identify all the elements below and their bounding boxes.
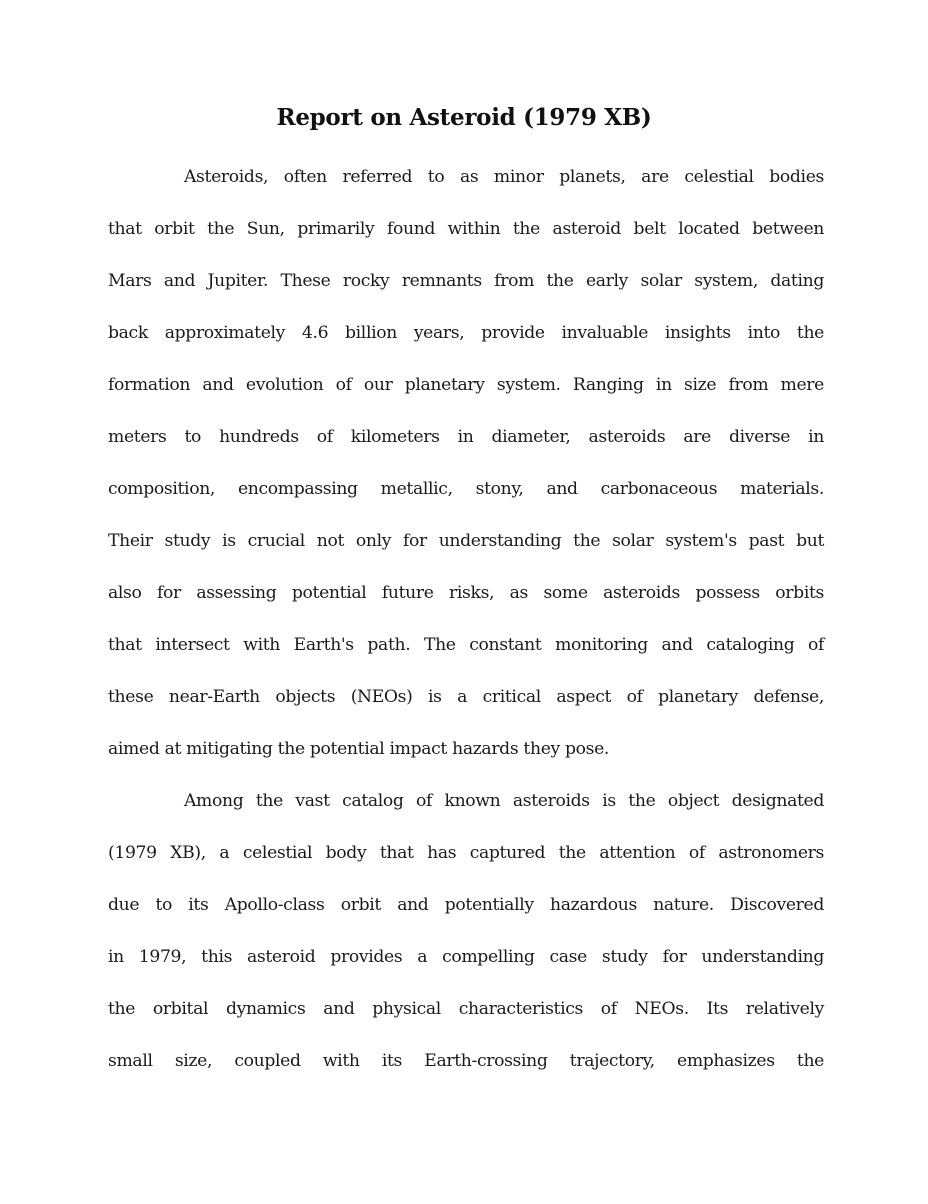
paragraph-line: back approximately 4.6 billion years, provide invaluable insights into the xyxy=(108,323,824,343)
paragraph-line: that intersect with Earth's path. The constant monitoring and cataloging of xyxy=(108,635,824,655)
paragraph-line: also for assessing potential future risks, as some asteroids possess orbits xyxy=(108,583,824,603)
paragraph-line: due to its Apollo-class orbit and potentially hazardous nature. Discovered xyxy=(108,895,824,915)
paragraph-line: (1979 XB), a celestial body that has captured the attention of astronomers xyxy=(108,843,824,863)
paragraph-line: meters to hundreds of kilometers in diameter, asteroids are diverse in xyxy=(108,427,824,447)
paragraph-line: that orbit the Sun, primarily found within the asteroid belt located between xyxy=(108,219,824,239)
document-title: Report on Asteroid (1979 XB) xyxy=(276,104,652,131)
document-body xyxy=(108,161,824,1097)
paragraph-line: small size, coupled with its Earth-crossing trajectory, emphasizes the xyxy=(108,1051,824,1071)
paragraph-line: Mars and Jupiter. These rocky remnants from the early solar system, dating xyxy=(108,271,824,291)
paragraph-line: these near-Earth objects (NEOs) is a critical aspect of planetary defense, xyxy=(108,687,824,707)
paragraph-line: formation and evolution of our planetary system. Ranging in size from mere xyxy=(108,375,824,395)
paragraph-line: Asteroids, often referred to as minor planets, are celestial bodies xyxy=(184,167,824,187)
paragraph-line: Their study is crucial not only for understanding the solar system's past but xyxy=(108,531,824,551)
paragraph-line: aimed at mitigating the potential impact hazards they pose. xyxy=(108,739,610,759)
paragraph-line: the orbital dynamics and physical characteristics of NEOs. Its relatively xyxy=(108,999,824,1019)
paragraph-1 xyxy=(108,161,824,785)
paragraph-line: composition, encompassing metallic, stony, and carbonaceous materials. xyxy=(108,479,824,499)
paragraph-line: in 1979, this asteroid provides a compelling case study for understanding xyxy=(108,947,824,967)
paragraph-2 xyxy=(108,785,824,1097)
paragraph-line: Among the vast catalog of known asteroids is the object designated xyxy=(184,791,824,811)
